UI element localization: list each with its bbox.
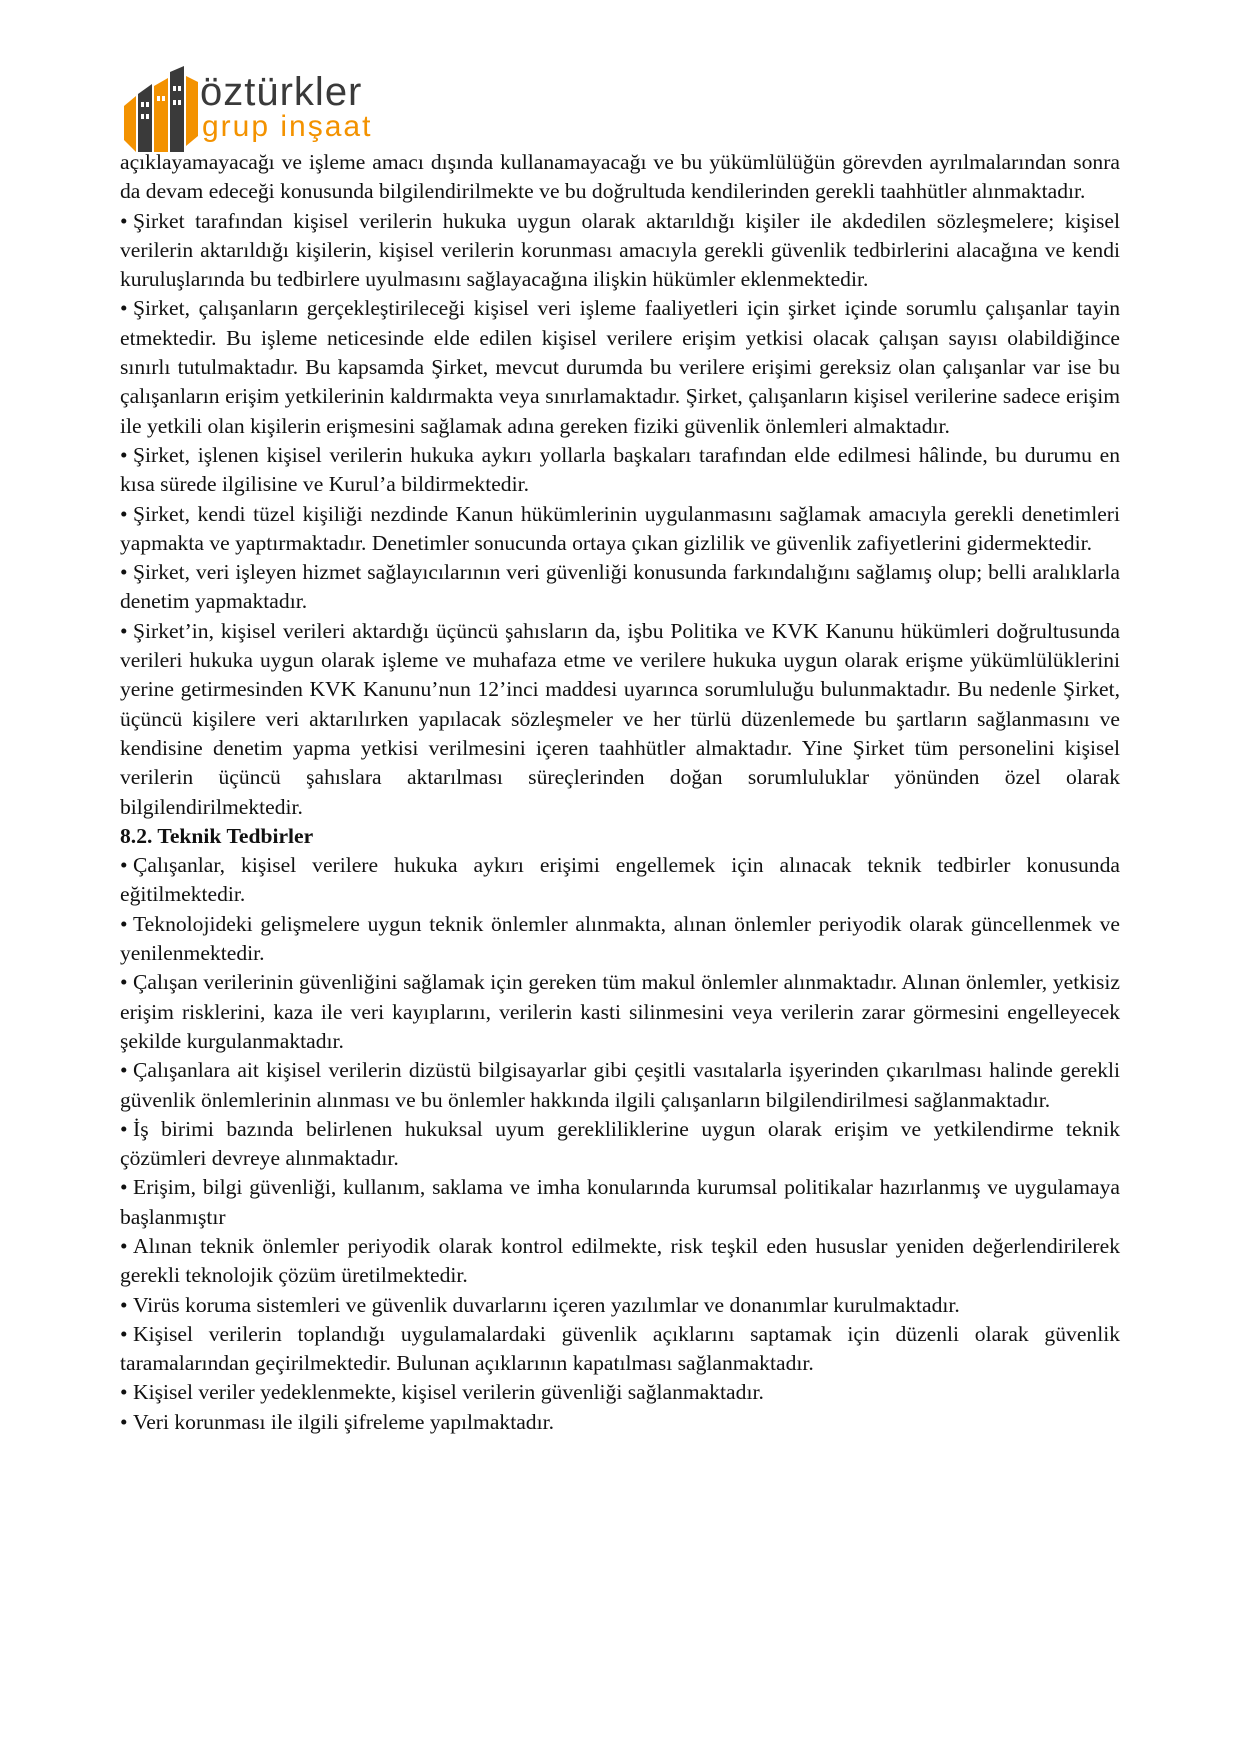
- bullet-icon: •: [120, 208, 128, 233]
- bullet-text: İş birimi bazında belirlenen hukuksal uyum gerekliliklerine uygun olarak erişim ve yetkilendirme teknik çözümleri devreye alınmaktadır.: [120, 1116, 1120, 1171]
- bullet-text: Veri korunması ile ilgili şifreleme yapılmaktadır.: [133, 1409, 554, 1434]
- bullet-text: Kişisel verilerin toplandığı uygulamalardaki güvenlik açıklarını saptamak için düzenli olarak güvenlik taramalarından geçirilmektedir. Bulunan açıklarının kapatılması sağlanmaktadır.: [120, 1321, 1120, 1376]
- bullet-text: Şirket, kendi tüzel kişiliği nezdinde Kanun hükümlerinin uygulanmasını sağlamak amacıyla gerekli denetimleri yapmakta ve yaptırmaktadır. Denetimler sonucunda ortaya çıkan gizlilik ve güvenlik zafiyetlerini gidermektedir.: [120, 501, 1120, 555]
- bullet-item: [120, 1378, 1120, 1407]
- bullet-icon: •: [120, 1292, 128, 1317]
- bullet-icon: •: [120, 853, 128, 878]
- building-logo-icon: [122, 66, 202, 152]
- section-heading: 8.2. Teknik Tedbirler: [120, 823, 314, 848]
- bullet-text: Virüs koruma sistemleri ve güvenlik duvarlarını içeren yazılımlar ve donanımlar kurulmaktadır.: [133, 1292, 960, 1317]
- intro-paragraph: açıklayamayacağı ve işleme amacı dışında kullanamayacağı ve bu yükümlülüğün görevden ayrılmalarından sonra da devam edeceği konusunda bilgilendirilmekte ve bu doğrultuda kendilerinden gerekli taahhütler alınmaktadır.: [120, 150, 1120, 204]
- company-logo: [122, 66, 422, 154]
- technical-measures-list: [120, 851, 1120, 1437]
- bullet-text: Çalışan verilerinin güvenliğini sağlamak için gereken tüm makul önlemler alınmaktadır. Alınan önlemler, yetkisiz erişim risklerini, kaza ile veri kayıplarını, verilerin kasti silinmesini veya verilerin zarar görmesini engelleyecek şekilde kurgulanmaktadır.: [120, 970, 1120, 1053]
- bullet-text: Şirket tarafından kişisel verilerin hukuka uygun olarak aktarıldığı kişiler ile akdedilen sözleşmelere; kişisel verilerin aktarıldığı kişilerin, kişisel verilerin korunması amacıyla gerekli güvenlik tedbirlerini alacağına ve kendi kuruluşlarında bu tedbirlere uyulmasını sağlayacağına ilişkin hükümler eklenmektedir.: [120, 208, 1120, 292]
- bullet-item: [120, 1232, 1120, 1291]
- bullet-icon: •: [120, 1175, 128, 1200]
- bullet-text: Şirket’in, kişisel verileri aktardığı üçüncü şahısların da, işbu Politika ve KVK Kanunu hükümleri doğrultusunda verileri hukuka uygun olarak işleme ve muhafaza etme ve verilere hukuka uygun olarak erişme yükümlülüklerini yerine getirmesinden KVK Kanunu’nun 12’inci maddesi uyarınca sorumluluğu bulunmaktadır. Bu nedenle Şirket, üçüncü kişilere veri aktarılırken yapılacak sözleşmeler ve her türlü düzenlemede bu şartların sağlanmasını ve kendisine denetim yapma yetkisi verilmesini içeren taahhütler almaktadır. Yine Şirket tüm personelini kişisel verilerin üçüncü şahıslara aktarılması süreçlerinden doğan sorumluluklar yönünden özel olarak bilgilendirilmektedir.: [120, 618, 1120, 819]
- bullet-text: Şirket, çalışanların gerçekleştirileceği kişisel veri işleme faaliyetleri için şirket içinde sorumlu çalışanlar tayin etmektedir. Bu işleme neticesinde elde edilen kişisel verilere erişim yetkisi olacak çalışan sayısı olabildiğince sınırlı tutulmaktadır. Bu kapsamda Şirket, mevcut durumda bu verilere erişimi gereksiz olan çalışanlar var ise bu çalışanların erişim yetkilerinin kaldırmakta veya sınırlamaktadır. Şirket, çalışanların kişisel verilerine sadece erişim ile yetkili olan kişilerin erişmesini sağlamak adına gereken fiziki güvenlik önlemleri almaktadır.: [120, 296, 1120, 438]
- bullet-text: Çalışanlar, kişisel verilere hukuka aykırı erişimi engellemek için alınacak teknik tedbirler konusunda eğitilmektedir.: [120, 853, 1120, 907]
- bullet-item: [120, 968, 1120, 1056]
- bullet-item: [120, 1291, 1120, 1320]
- logo-subtitle: grup inşaat: [202, 110, 373, 143]
- bullet-item: [120, 558, 1120, 617]
- bullet-item: [120, 500, 1120, 559]
- logo-wordmark: öztürkler: [200, 70, 363, 114]
- bullet-item: [120, 1173, 1120, 1232]
- bullet-icon: •: [120, 296, 128, 321]
- bullet-icon: •: [120, 1058, 128, 1083]
- bullet-item: [120, 294, 1120, 440]
- bullet-item: [120, 851, 1120, 910]
- bullet-icon: •: [120, 501, 128, 526]
- bullet-text: Şirket, veri işleyen hizmet sağlayıcılarının veri güvenliği konusunda farkındalığını sağlamış olup; belli aralıklarla denetim yapmaktadır.: [120, 560, 1120, 614]
- bullet-icon: •: [120, 442, 128, 467]
- bullet-text: Teknolojideki gelişmelere uygun teknik önlemler alınmakta, alınan önlemler periyodik olarak güncellenmek ve yenilenmektedir.: [120, 911, 1120, 966]
- bullet-text: Erişim, bilgi güvenliği, kullanım, saklama ve imha konularında kurumsal politikalar hazırlanmış ve uygulamaya başlanmıştır: [120, 1175, 1120, 1229]
- bullet-item: [120, 1115, 1120, 1174]
- bullet-icon: •: [120, 970, 128, 995]
- bullet-icon: •: [120, 618, 128, 643]
- bullet-item: [120, 1320, 1120, 1379]
- bullet-item: [120, 207, 1120, 295]
- bullet-icon: •: [120, 1380, 128, 1405]
- bullet-icon: •: [120, 1321, 128, 1346]
- bullet-text: Kişisel veriler yedeklenmekte, kişisel verilerin güvenliği sağlanmaktadır.: [133, 1380, 764, 1405]
- bullet-text: Çalışanlara ait kişisel verilerin dizüstü bilgisayarlar gibi çeşitli vasıtalarla işyerinden çıkarılması halinde gerekli güvenlik önlemlerinin alınması ve bu önlemler hakkında ilgili çalışanların bilgilendirilmesi sağlanmaktadır.: [120, 1058, 1120, 1112]
- bullet-item: [120, 441, 1120, 500]
- bullet-item: [120, 1056, 1120, 1115]
- bullet-icon: •: [120, 560, 128, 585]
- bullet-text: Şirket, işlenen kişisel verilerin hukuka aykırı yollarla başkaları tarafından elde edilmesi hâlinde, bu durumu en kısa sürede ilgilisine ve Kurul’a bildirmektedir.: [120, 442, 1120, 497]
- bullet-item: [120, 910, 1120, 969]
- bullet-icon: •: [120, 911, 128, 936]
- document-body: [120, 148, 1120, 1437]
- bullet-item: [120, 617, 1120, 822]
- bullet-item: [120, 1408, 1120, 1437]
- organizational-measures-list: [120, 207, 1120, 822]
- bullet-text: Alınan teknik önlemler periyodik olarak kontrol edilmekte, risk teşkil eden hususlar yeniden değerlendirilerek gerekli teknolojik çözüm üretilmektedir.: [120, 1233, 1120, 1288]
- bullet-icon: •: [120, 1116, 128, 1141]
- bullet-icon: •: [120, 1233, 128, 1258]
- bullet-icon: •: [120, 1409, 128, 1434]
